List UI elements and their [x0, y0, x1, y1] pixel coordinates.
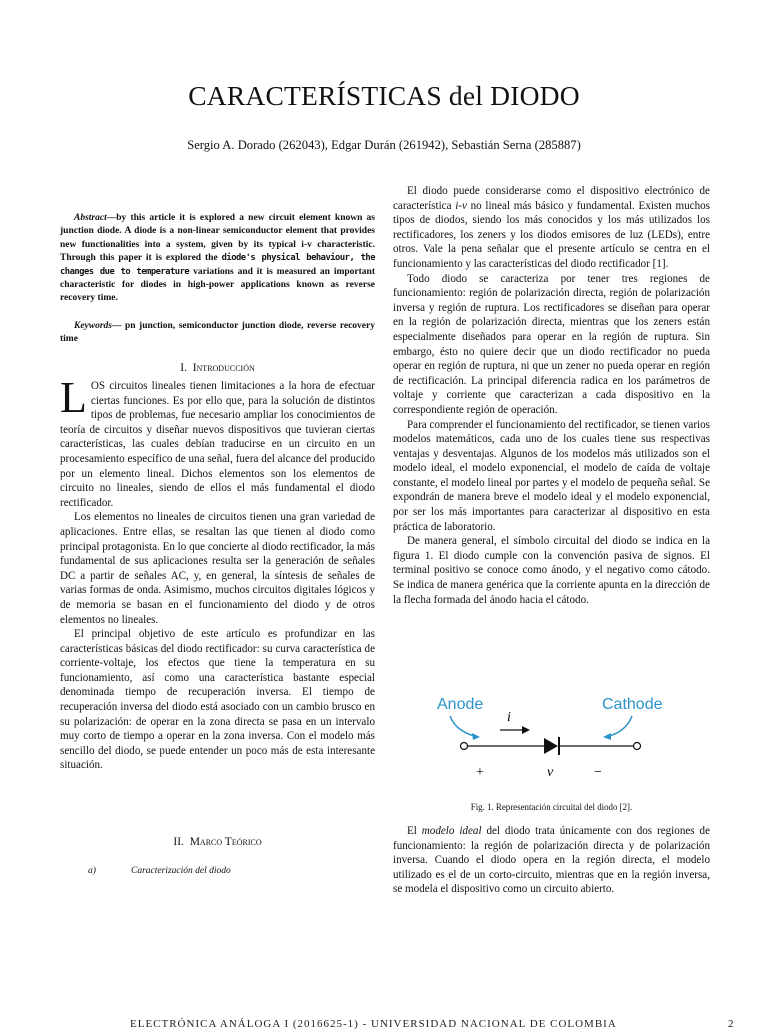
- authors: Sergio A. Dorado (262043), Edgar Durán (261942), Sebastián Serna (285887): [187, 138, 581, 152]
- diode-circuit-figure: [400, 684, 700, 794]
- cathode-label: Cathode: [602, 696, 663, 713]
- anode-pointer-arrowhead: [472, 733, 480, 740]
- section-heading-introduccion: [60, 362, 375, 374]
- ideal-model-paragraph: [393, 824, 710, 897]
- plus-sign: +: [476, 765, 484, 780]
- abstract-text-b: variations and it is measured an important characteristic for diodes in high-power applications known as reverse recovery time.: [60, 266, 376, 304]
- intro-paragraph-1-text: OS circuitos lineales tienen limitaciones a la hora de efectuar ciertas funciones. Es por ello que, para la solución de distintos tipos de problemas, fue necesario ampliar los conocimientos de teoría de circuitos y diseñar nuevos dispositivos que tuvieran ciertas características, las cuales debían traducirse en un circuito en un procesamiento específico de una señal, fuera del alcance del producido por un elemento lineal. Dichos elementos son los elementos de circuito no lineales, siendo de ellos el más fundamental el diodo rectificador.: [60, 380, 375, 509]
- text: El: [407, 825, 422, 837]
- ideal-model-emphasis: modelo ideal: [421, 825, 482, 837]
- right-column-body: [393, 184, 710, 607]
- keywords-label: Keywords: [74, 321, 112, 331]
- text: no lineal más básico y fundamental. Existen muchos tipos de diodos, siendo los más conocidos y los más utilizados los rectificadores, los zeners y los diodos emisores de luz (LEDs), entre otros. Vale la pena señalar que el presente artículo se centra en el funcionamiento y las características del diodo rectificador [1].: [393, 199, 710, 270]
- anode-terminal: [461, 743, 468, 750]
- cathode-terminal: [634, 743, 641, 750]
- keywords: [60, 320, 375, 347]
- page-number: 2: [728, 1018, 734, 1030]
- subsection-label: a): [88, 866, 96, 876]
- section-title: Marco Teórico: [189, 836, 262, 848]
- section-heading-marco-teorico: [60, 836, 375, 848]
- iv-emphasis: i-v: [455, 199, 467, 212]
- right-paragraph-3: Para comprender el funcionamiento del rectificador, se tienen varios modelos matemáticos, cada uno de los cuales tiene sus respectivas ventajas y desventajas. Algunos de los modelos más utilizados son el modelo ideal, el modelo exponencial, el modelo de caída de voltaje constante, el modelo lineal por partes y el modelo de pequeña señal. Se expondrán de manera breve el modelo ideal y el modelo exponencial, por ser los más importantes para caracterizar al dispositivo en esta práctica de laboratorio.: [393, 418, 710, 533]
- diode-triangle-icon: [544, 738, 558, 754]
- intro-paragraph-2: Los elementos no lineales de circuitos tienen una gran variedad de aplicaciones. Entre ellas, se resaltan las que tienen al diodo como principal protagonista. En lo que concierte al diodo rectificador, la más fundamental de sus aplicaciones resulta ser la generación de señales DC a partir de señales AC, y, en general, la síntesis de señales de varias formas de onda. Asimismo, muchos circuitos digitales lógicos y de memoria se basan en el funcionamiento del diodo y de otros elementos no lineales.: [60, 511, 375, 626]
- right-paragraph-5: [393, 824, 710, 897]
- introduction-body: [60, 373, 375, 773]
- anode-pointer-arrow: [450, 716, 478, 737]
- drop-cap: L: [60, 373, 87, 422]
- abstract: [60, 212, 375, 306]
- abstract-emphasis: diode's physical behaviour, the changes due to temperature: [60, 253, 375, 277]
- section-title: Introducción: [192, 362, 255, 374]
- text: del diodo trata únicamente con dos regiones de funcionamiento: la región de polarización directa y de polarización inversa. Cuando el diodo opera en la región directa, el modelo utilizado es el de un corto-circuito, mientras que en la región inversa, se modela el dispositivo como un circuito abierto.: [393, 825, 710, 896]
- figure-caption: Fig. 1. Representación circuital del diodo [2].: [470, 802, 633, 812]
- keywords-text: — pn junction, semiconductor junction diode, reverse recovery time: [60, 321, 375, 345]
- minus-sign: −: [594, 765, 602, 780]
- section-number: II.: [173, 836, 184, 848]
- section-number: I.: [180, 362, 187, 374]
- voltage-label: v: [547, 765, 554, 780]
- intro-paragraph-3: El principal objetivo de este artículo es profundizar en las características básicas del diodo rectificador: su curva característica de corriente-voltaje, los efectos que tiene la temperatura en su funcionamiento, así como una característica bastante especial denominada tiempo de recuperación inversa. El tiempo de recuperación inversa del diodo está asociado con un cambio brusco en su polarización: de operar en la zona directa se pasa en un intervalo muy corto de tiempo a operar en la zona inversa. Con el modelo más sencillo del diodo, se puede entender un poco más de esta interesante situación.: [60, 628, 375, 772]
- text: El diodo puede considerarse como el dispositivo electrónico de característica: [393, 185, 710, 212]
- paper-title: CARACTERÍSTICAS del DIODO: [188, 80, 580, 111]
- right-paragraph-1: [393, 184, 710, 272]
- subsection-title: Caracterización del diodo: [131, 866, 231, 876]
- anode-label: Anode: [437, 696, 484, 713]
- intro-paragraph-1: [60, 373, 375, 510]
- page-footer: ELECTRÓNICA ANÁLOGA I (2016625-1) - UNIVERSIDAD NACIONAL DE COLOMBIA: [130, 1018, 617, 1030]
- cathode-pointer-arrowhead: [603, 733, 611, 740]
- abstract-text-a: —by this article it is explored a new circuit element known as junction diode. A diode is a non-linear semiconductor element that provides new functionalities into a system, given by its typical i-v characteristic. Through this paper it is explored the: [60, 213, 375, 264]
- current-label: i: [507, 710, 511, 725]
- right-paragraph-4: De manera general, el símbolo circuital del diodo se indica en la figura 1. El diodo cumple con la convención pasiva de signos. El terminal positivo se conoce como ánodo, y el negativo como cátodo. Se indica de manera genérica que la corriente apunta en la dirección de la flecha formada del ánodo hacia el cátodo.: [393, 535, 710, 606]
- current-arrowhead: [522, 726, 530, 734]
- right-paragraph-2: Todo diodo se caracteriza por tener tres regiones de funcionamiento: región de polarización directa, región de polarización inversa y región de ruptura. Los rectificadores se diseñan para operar en la región de polarización directa, mientras que los zeners están especialmente diseñados para operar en la región de ruptura. Sin embargo, ésto no quiere decir que un diodo rectificador no pueda operar en región de ruptura, ni que un zener no pueda operar en región de rectificación. La principal diferencia radica en los parámetros de voltaje y corriente que caracterizan a cada dispositivo en la correspondiente región de operación.: [393, 272, 710, 416]
- abstract-label: Abstract: [74, 213, 107, 223]
